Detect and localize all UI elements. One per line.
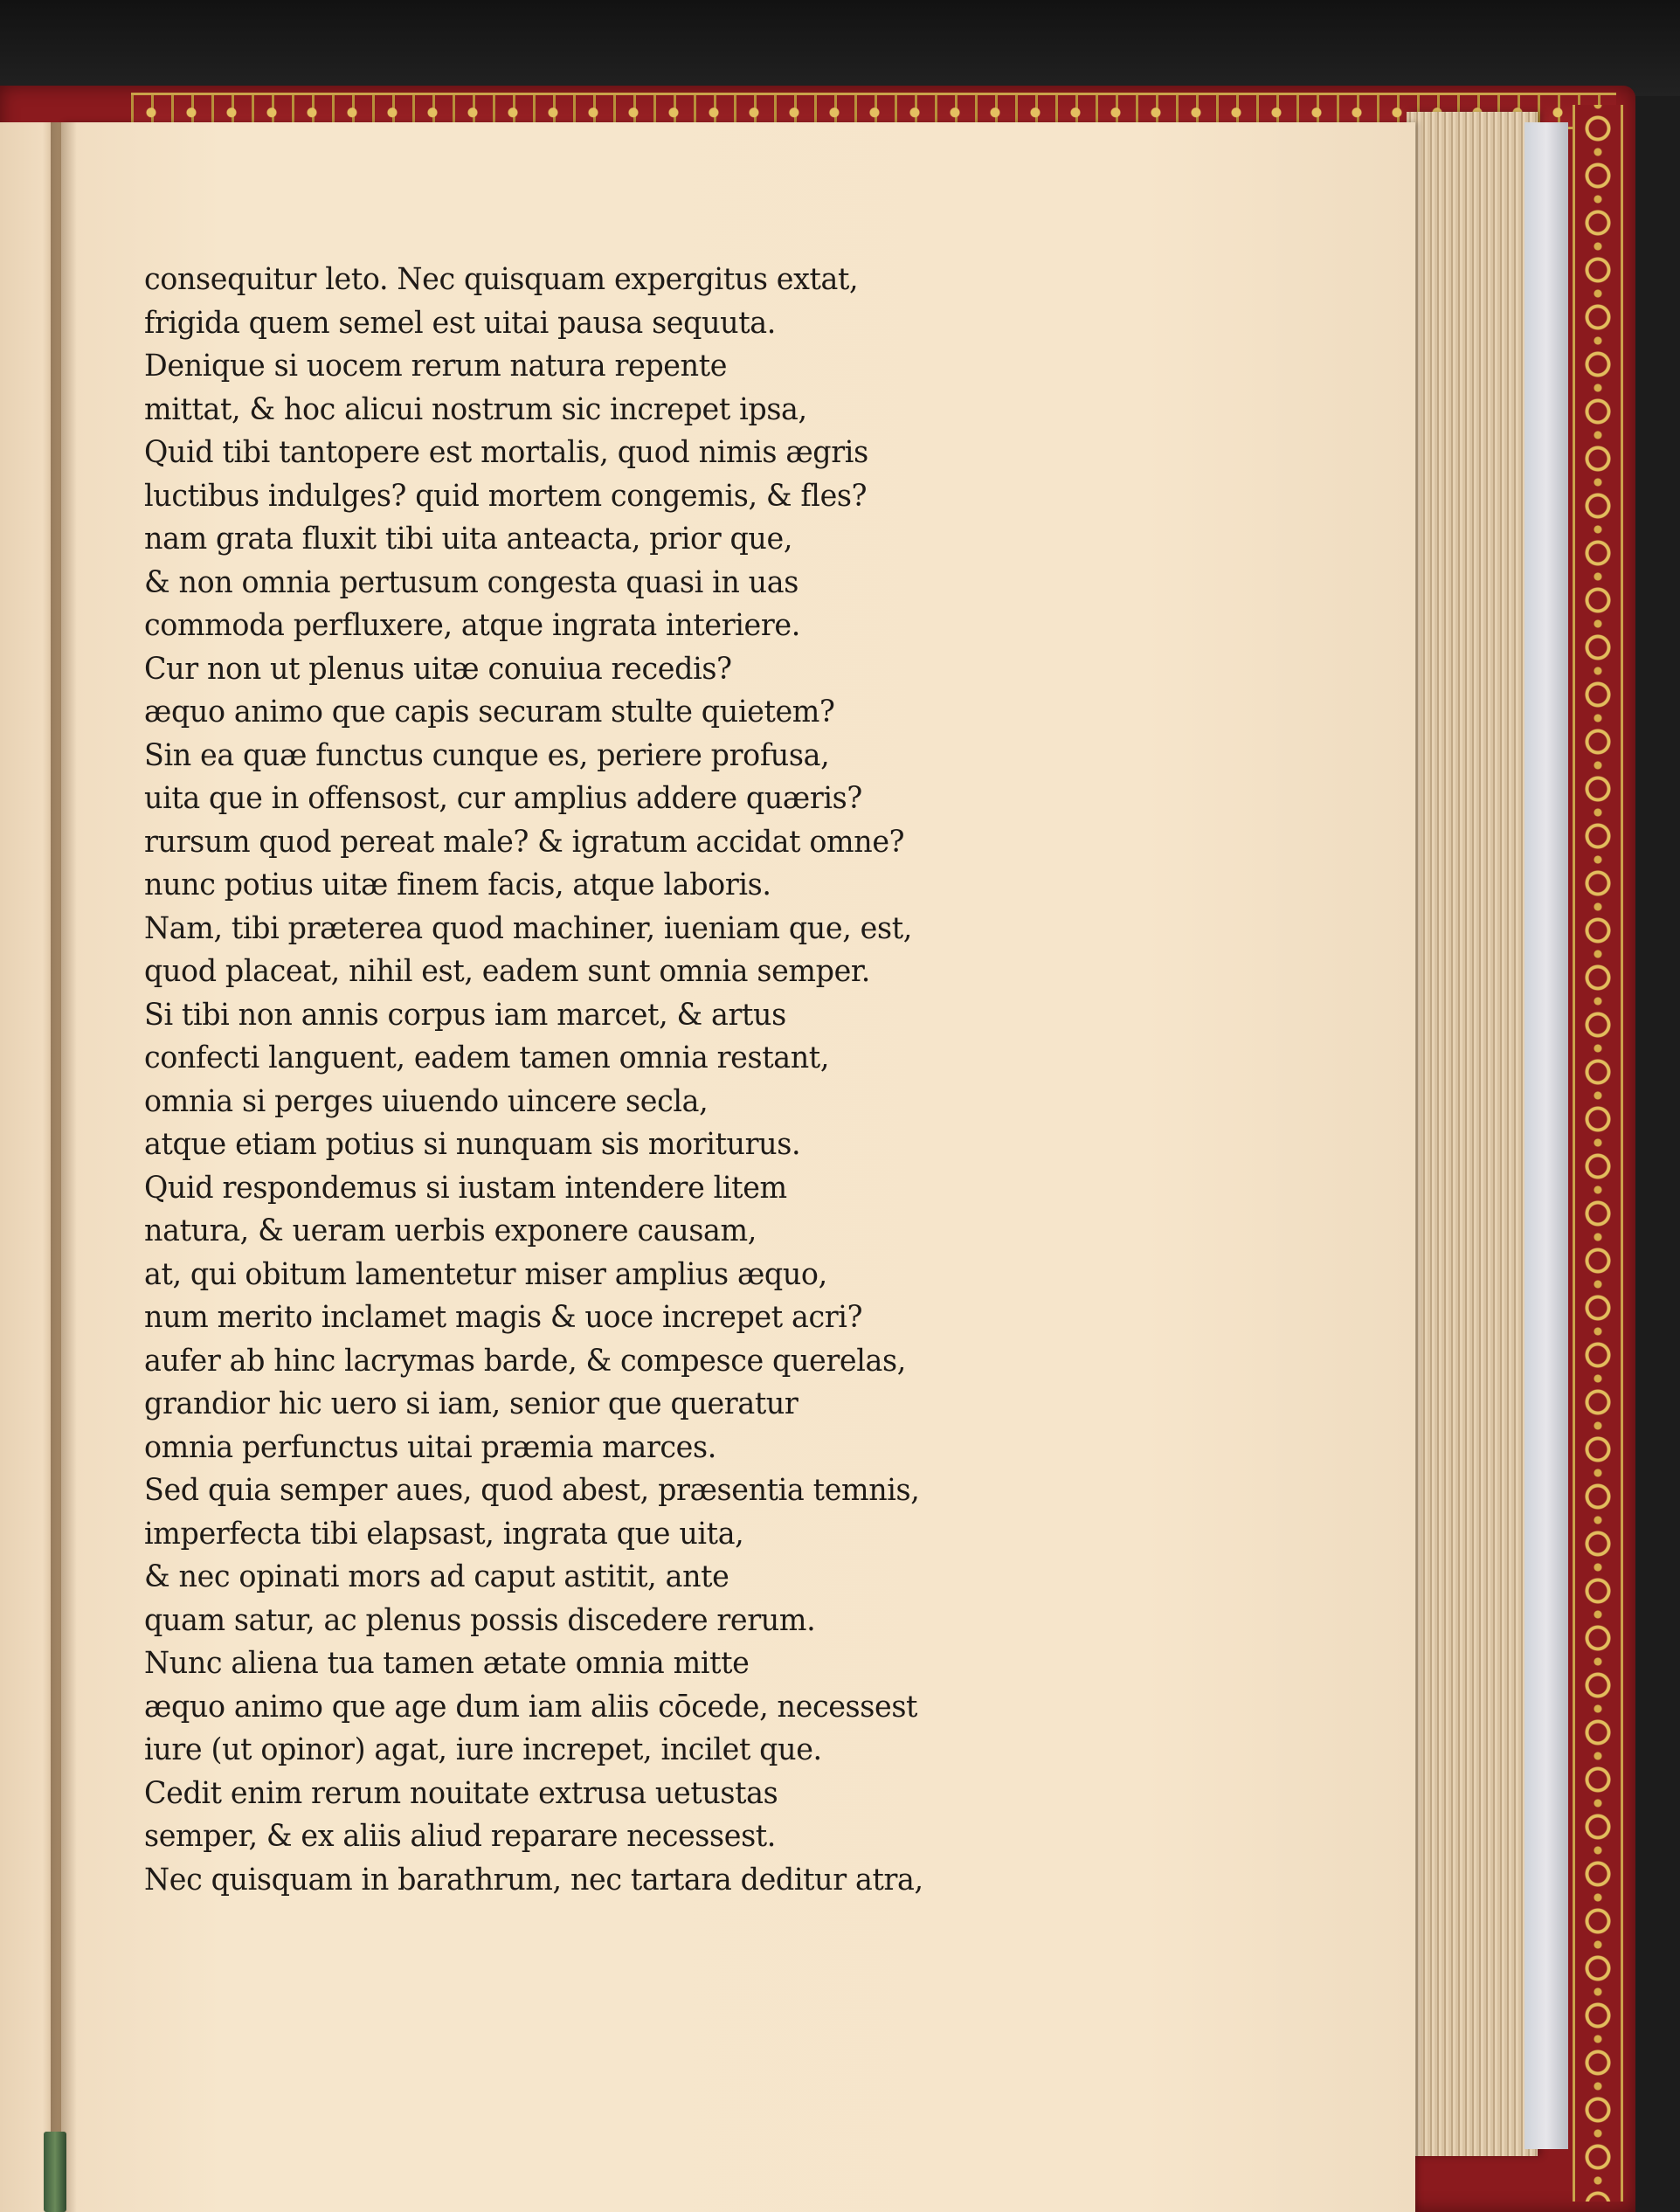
text-line: aufer ab hinc lacrymas barde, & compesce querelas,	[144, 1343, 906, 1379]
background-surface	[0, 0, 1680, 96]
text-line: confecti languent, eadem tamen omnia restant,	[144, 1040, 830, 1075]
text-line: Nec quisquam in barathrum, nec tartara deditur atra,	[144, 1862, 923, 1897]
text-line: consequitur leto. Nec quisquam expergitus extat,	[144, 262, 859, 297]
text-line: luctibus indulges? quid mortem congemis, & fles?	[144, 478, 868, 514]
text-line: Quid tibi tantopere est mortalis, quod nimis ægris	[144, 435, 868, 470]
text-line: nunc potius uitæ finem facis, atque laboris.	[144, 868, 771, 902]
text-line: quam satur, ac plenus possis discedere rerum.	[144, 1602, 816, 1638]
text-line: Nunc aliena tua tamen ætate omnia mitte	[144, 1646, 750, 1681]
text-line: æquo animo que capis securam stulte quietem?	[144, 695, 835, 729]
text-line: rursum quod pereat male? & igratum accidat omne?	[144, 824, 905, 860]
text-line: imperfecta tibi elapsast, ingrata que uita,	[144, 1516, 744, 1552]
text-line: quod placeat, nihil est, eadem sunt omnia semper.	[144, 954, 871, 989]
text-line: Cedit enim rerum nouitate extrusa uetustas	[144, 1775, 778, 1811]
text-line: & non omnia pertusum congesta quasi in uas	[144, 564, 799, 600]
text-line: omnia si perges uiuendo uincere secla,	[144, 1083, 709, 1119]
text-line: Quid respondemus si iustam intendere litem	[144, 1170, 787, 1206]
ribbon-bookmark	[44, 2132, 66, 2212]
text-line: commoda perfluxere, atque ingrata interiere.	[144, 608, 800, 643]
text-line: frigida quem semel est uitai pausa sequuta.	[144, 305, 776, 341]
text-line: nam grata fluxit tibi uita anteacta, prior que,	[144, 522, 793, 556]
gilt-border-right	[1573, 105, 1623, 2202]
text-line: Cur non ut plenus uitæ conuiua recedis?	[144, 651, 732, 687]
text-line: Si tibi non annis corpus iam marcet, & artus	[144, 997, 786, 1033]
text-line: semper, & ex aliis aliud reparare necessest.	[144, 1819, 777, 1854]
text-line: Sin ea quæ functus cunque es, periere profusa,	[144, 737, 830, 773]
text-line: mittat, & hoc alicui nostrum sic increpet ipsa,	[144, 391, 807, 427]
text-line: uita que in offensost, cur amplius addere quæris?	[144, 781, 862, 816]
text-line: num merito inclamet magis & uoce increpet acri?	[144, 1300, 863, 1335]
text-line: natura, & ueram uerbis exponere causam,	[144, 1213, 757, 1248]
gutter-shadow	[51, 122, 77, 2212]
text-line: æquo animo que age dum iam aliis cōcede, necessest	[144, 1689, 918, 1725]
page-text	[144, 259, 1061, 1902]
endpaper-edge	[1524, 122, 1568, 2149]
text-line: at, qui obitum lamentetur miser amplius æquo,	[144, 1256, 827, 1292]
text-line: atque etiam potius si nunquam sis moriturus.	[144, 1127, 801, 1162]
text-line: iure (ut opinor) agat, iure increpet, incilet que.	[144, 1732, 822, 1767]
text-line: omnia perfunctus uitai præmia marces.	[144, 1429, 716, 1465]
text-line: Denique si uocem rerum natura repente	[144, 349, 728, 384]
text-line: Nam, tibi præterea quod machiner, iueniam que, est,	[144, 910, 912, 946]
text-line: grandior hic uero si iam, senior que queratur	[144, 1386, 799, 1421]
page-edges	[1407, 112, 1538, 2156]
text-line: Sed quia semper aues, quod abest, præsentia temnis,	[144, 1473, 920, 1508]
text-line: & nec opinati mors ad caput astitit, ante	[144, 1559, 729, 1594]
